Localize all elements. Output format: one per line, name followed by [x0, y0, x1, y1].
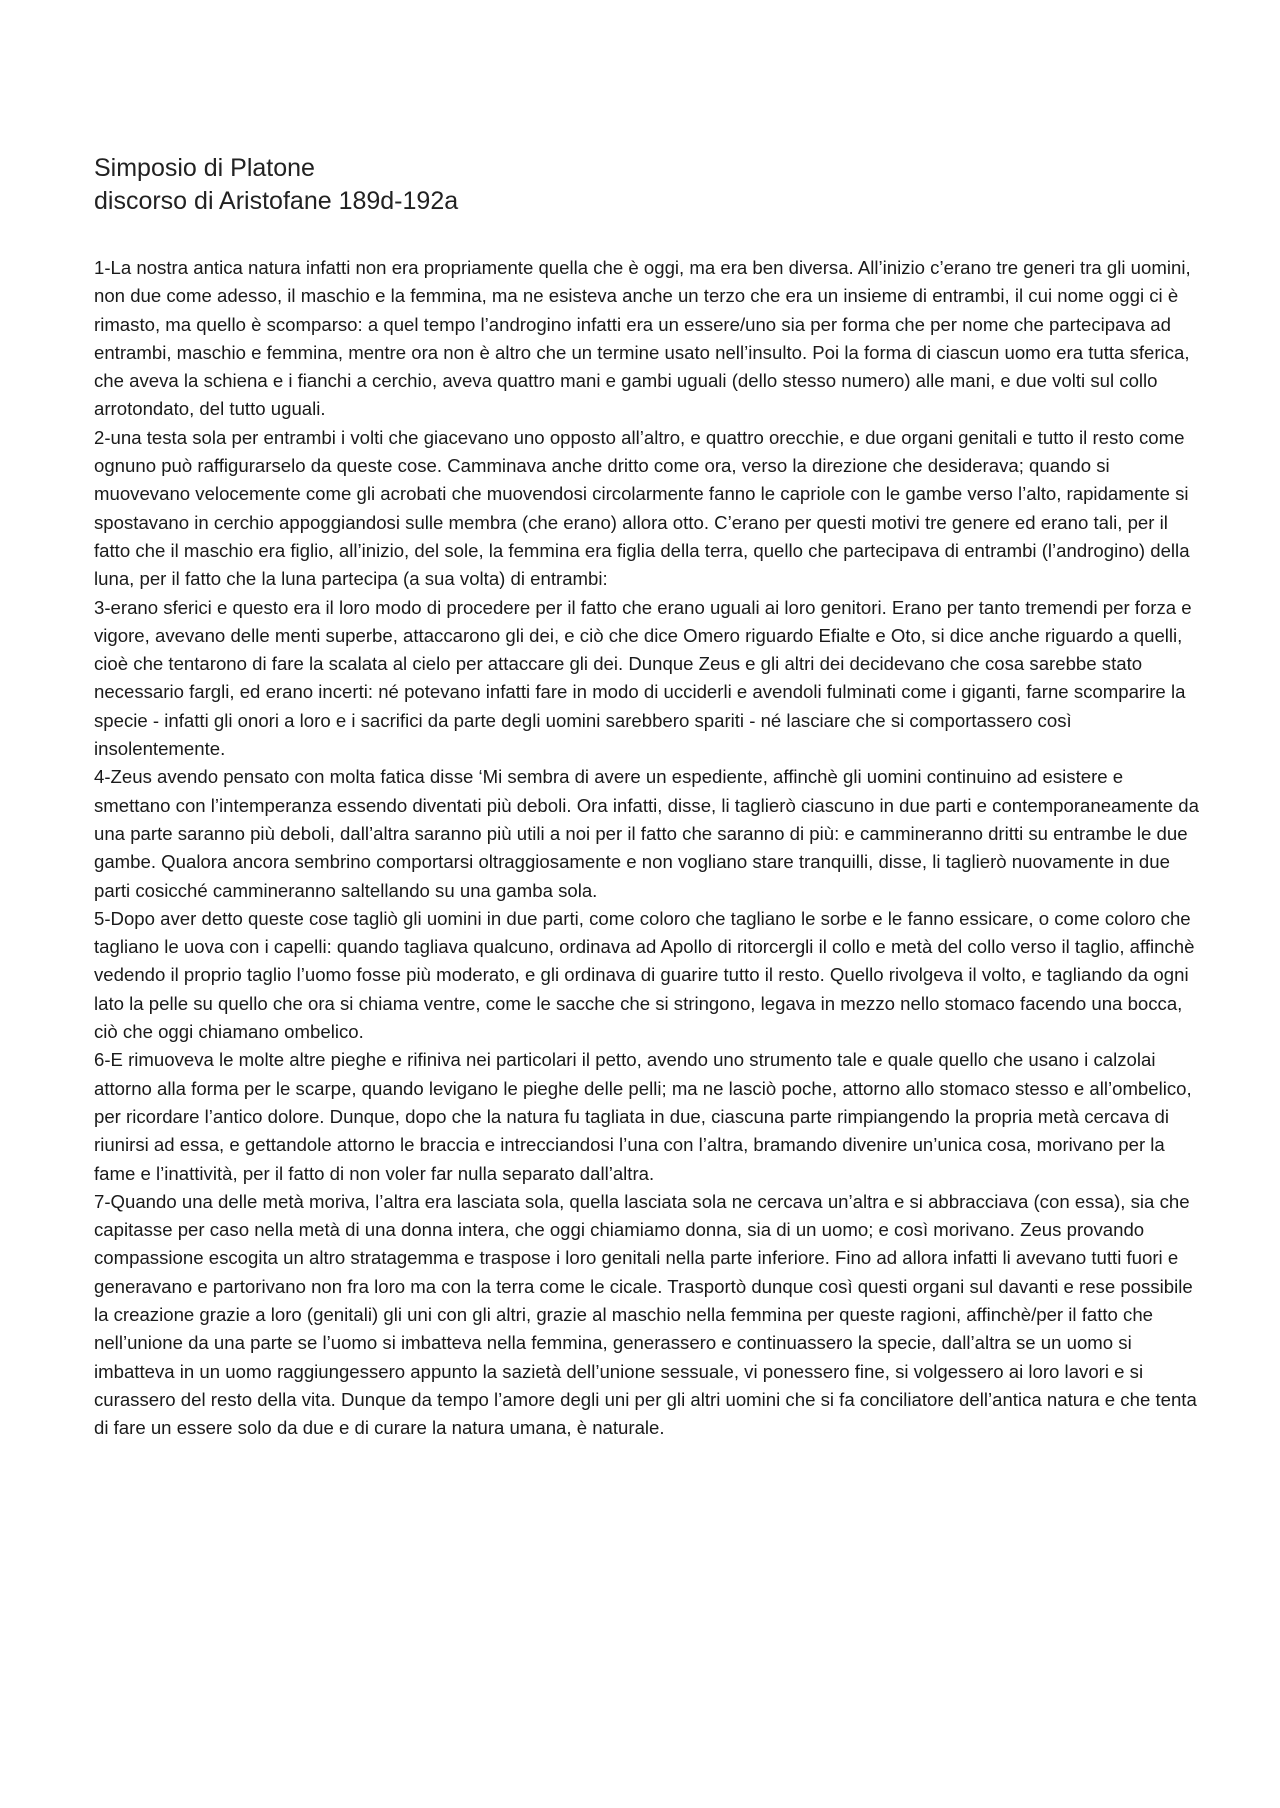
document-page: [94, 152, 1204, 1442]
document-subtitle: discorso di Aristofane 189d-192a: [94, 187, 459, 215]
paragraph-3: 3-erano sferici e questo era il loro modo di procedere per il fatto che erano uguali ai loro genitori. Erano per tanto tremendi per forza e vigore, avevano delle menti superbe, attaccarono gli dei, e ciò che dice Omero riguardo Efialte e Oto, si dice anche riguardo a quelli, cioè che tentarono di fare la scalata al cielo per attaccare gli dei. Dunque Zeus e gli altri dei decidevano che cosa sarebbe stato necessario fargli, ed erano incerti: né potevano infatti fare in modo di ucciderli e avendoli fulminati come i giganti, farne scomparire la specie - infatti gli onori a loro e i sacrifici da parte degli uomini sarebbero spariti - né lasciare che si comportassero così insolentemente.: [94, 596, 1192, 760]
document-title: Simposio di Platone: [94, 154, 315, 182]
paragraph-4: 4-Zeus avendo pensato con molta fatica disse ‘Mi sembra di avere un espediente, affinchè gli uomini continuino ad esistere e smettano con l’intemperanza essendo diventati più deboli. Ora infatti, disse, li taglierò ciascuno in due parti e contemporaneamente da una parte saranno più deboli, dall’altra saranno più utili a noi per il fatto che saranno di più: e cammineranno dritti su entrambe le due gambe. Qualora ancora sembrino comportarsi oltraggiosamente e non vogliano stare tranquilli, disse, li taglierò nuovamente in due parti cosicché cammineranno saltellando su una gamba sola.: [94, 766, 1199, 901]
paragraph-5: 5-Dopo aver detto queste cose tagliò gli uomini in due parti, come coloro che tagliano le sorbe e le fanno essicare, o come coloro che tagliano le uova con i capelli: quando tagliava qualcuno, ordinava ad Apollo di ritorcergli il collo e metà del collo verso il taglio, affinchè vedendo il proprio taglio l’uomo fosse più moderato, e gli ordinava di guarire tutto il resto. Quello rivolgeva il volto, e tagliando da ogni lato la pelle su quello che ora si chiama ventre, come le sacche che si stringono, legava in mezzo nello stomaco facendo una bocca, ciò che oggi chiamano ombelico.: [94, 907, 1195, 1043]
document-body: [94, 254, 1204, 1442]
paragraph-2: 2-una testa sola per entrambi i volti che giacevano uno opposto all’altro, e quattro orecchie, e due organi genitali e tutto il resto come ognuno può raffigurarselo da queste cose. Camminava anche dritto come ora, verso la direzione che desiderava; quando si muovevano velocemente come gli acrobati che muovendosi circolarmente fanno le capriole con le gambe verso l’alto, rapidamente si spostavano in cerchio appoggiandosi sulle membra (che erano) allora otto. C’erano per questi motivi tre genere ed erano tali, per il fatto che il maschio era figlio, all’inizio, del sole, la femmina era figlia della terra, quello che partecipava di entrambi (l’androgino) della luna, per il fatto che la luna partecipa (a sua volta) di entrambi:: [94, 426, 1190, 590]
paragraph-1: 1-La nostra antica natura infatti non era propriamente quella che è oggi, ma era ben diversa. All’inizio c’erano tre generi tra gli uomini, non due come adesso, il maschio e la femmina, ma ne esisteva anche un terzo che era un insieme di entrambi, il cui nome oggi ci è rimasto, ma quello è scomparso: a quel tempo l’androgino infatti era un essere/uno sia per forma che per nome che partecipava ad entrambi, maschio e femmina, mentre ora non è altro che un termine usato nell’insulto. Poi la forma di ciascun uomo era tutta sferica, che aveva la schiena e i fianchi a cerchio, aveva quattro mani e gambi uguali (dello stesso numero) alle mani, e due volti sul collo arrotondato, del tutto uguali.: [94, 257, 1191, 420]
paragraph-7: 7-Quando una delle metà moriva, l’altra era lasciata sola, quella lasciata sola ne cercava un’altra e si abbracciava (con essa), sia che capitasse per caso nella metà di una donna intera, che oggi chiamiamo donna, sia di un uomo; e così morivano. Zeus provando compassione escogita un altro stratagemma e traspose i loro genitali nella parte inferiore. Fino ad allora infatti li avevano tutti fuori e generavano e partorivano non fra loro ma con la terra come le cicale. Trasportò dunque così questi organi sul davanti e rese possibile la creazione grazie a loro (genitali) gli uni con gli altri, grazie al maschio nella femmina per queste ragioni, affinchè/per il fatto che nell’unione da una parte se l’uomo si imbatteva nella femmina, generassero e continuassero la specie, dall’altra se un uomo si imbatteva in un uomo raggiungessero appunto la sazietà dell’unione sessuale, vi ponessero fine, si volgessero ai loro lavori e si curassero del resto della vita. Dunque da tempo l’amore degli uni per gli altri uomini che si fa conciliatore dell’antica natura e che tenta di fare un essere solo da due e di curare la natura umana, è naturale.: [94, 1190, 1197, 1439]
paragraph-6: 6-E rimuoveva le molte altre pieghe e rifiniva nei particolari il petto, avendo uno strumento tale e quale quello che usano i calzolai attorno alla forma per le scarpe, quando levigano le pieghe delle pelli; ma ne lasciò poche, attorno allo stomaco stesso e all’ombelico, per ricordare l’antico dolore. Dunque, dopo che la natura fu tagliata in due, ciascuna parte rimpiangendo la propria metà cercava di riunirsi ad essa, e gettandole attorno le braccia e intrecciandosi l’una con l’altra, bramando divenire un’unica cosa, morivano per la fame e l’inattività, per il fatto di non voler far nulla separato dall’altra.: [94, 1049, 1192, 1184]
